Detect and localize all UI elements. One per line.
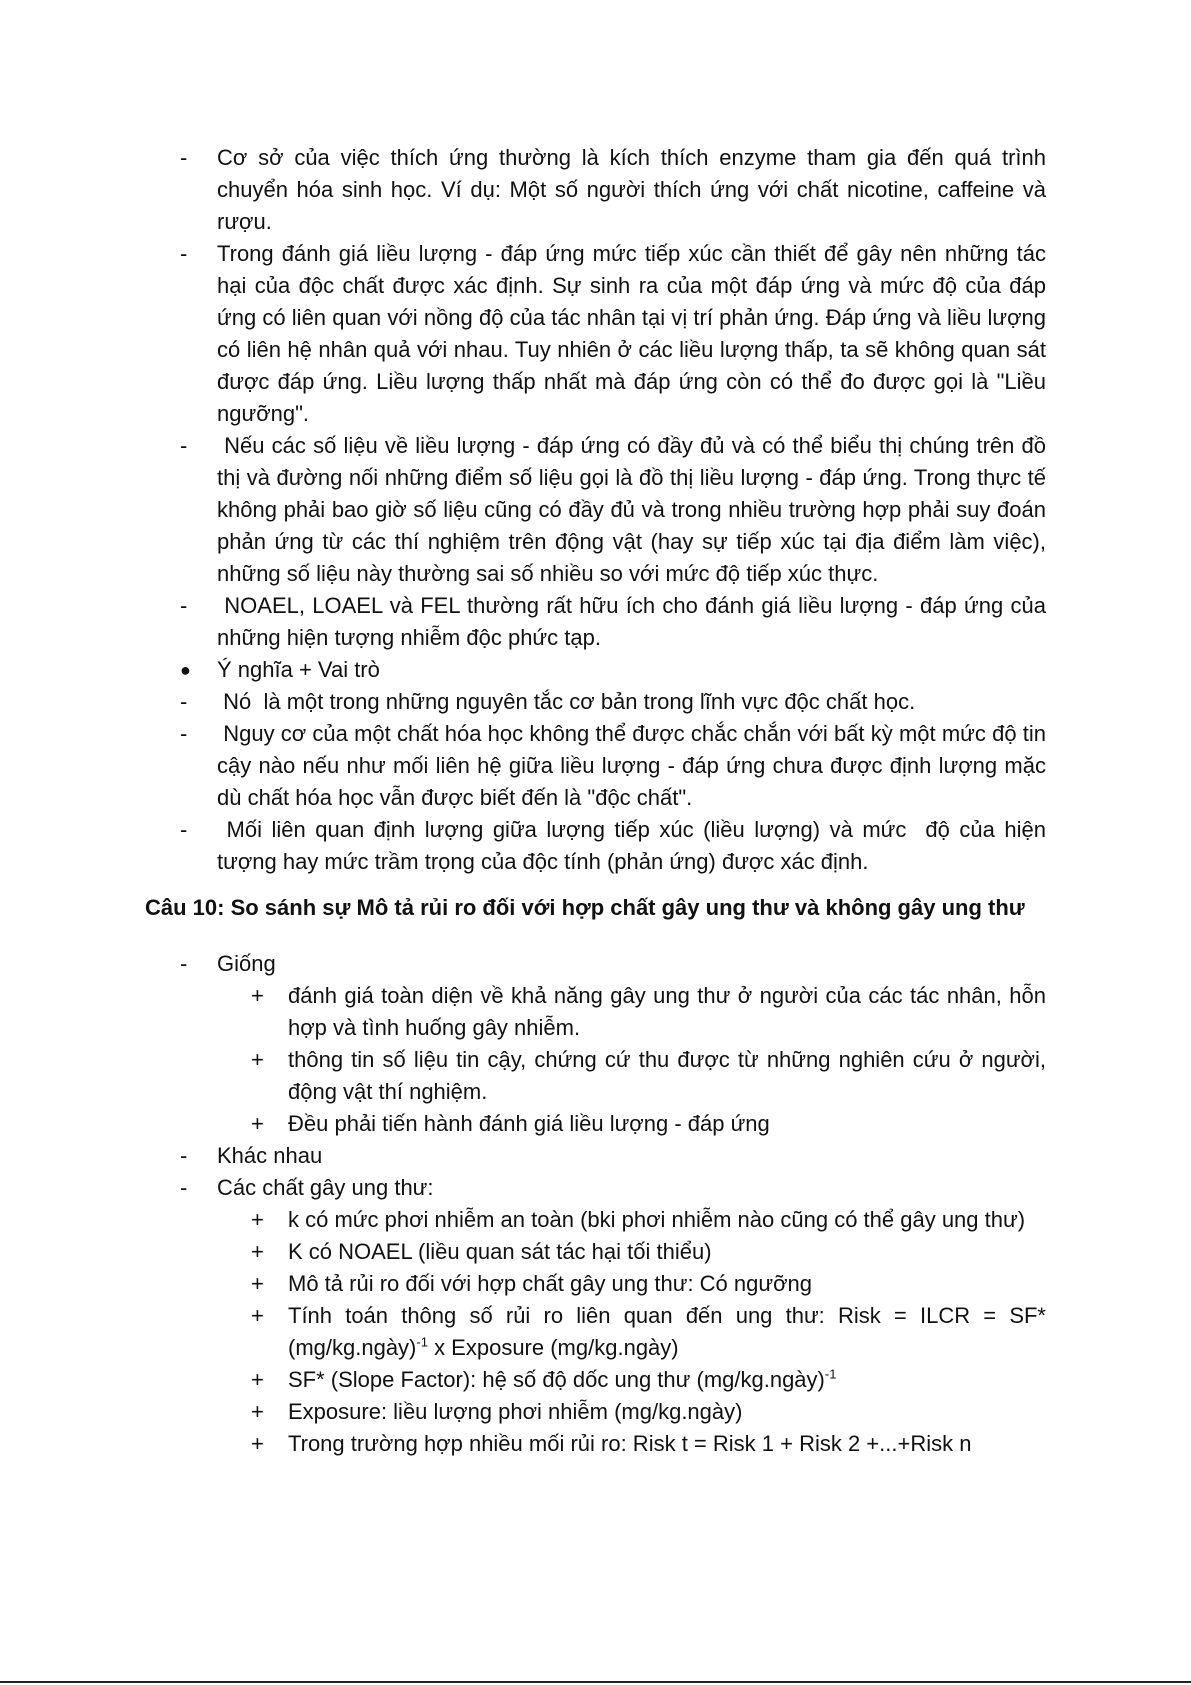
sub-list-item-text: Trong trường hợp nhiều mối rủi ro: Risk t = Risk 1 + Risk 2 +...+Risk n	[288, 1431, 972, 1456]
list-item	[0, 590, 1191, 654]
formula-after: x Exposure (mg/kg.ngày)	[427, 1335, 679, 1360]
dash-marker: -	[180, 145, 188, 170]
sub-list-item	[0, 1268, 1191, 1300]
slope-text	[288, 1364, 1046, 1396]
list-item-different	[0, 1140, 1191, 1172]
sub-list-item	[0, 980, 1191, 1044]
formula-before: Tính toán thông số rủi ro liên quan đến ung thư: Risk = ILCR = SF* (mg/kg.ngày)	[288, 1303, 1046, 1360]
sub-list-item-text: Mô tả rủi ro đối với hợp chất gây ung thư: Có ngưỡng	[288, 1271, 813, 1296]
sub-list-item	[0, 1044, 1191, 1108]
sub-list-item-text: thông tin số liệu tin cậy, chứng cứ thu được từ những nghiên cứu ở người, động vật thí nghiệm.	[288, 1047, 1046, 1104]
list-item	[0, 686, 1191, 718]
plus-marker: +	[251, 983, 264, 1008]
dash-marker: -	[180, 689, 188, 714]
list-item	[0, 142, 1191, 238]
plus-marker: +	[251, 1239, 264, 1264]
slope-before: SF* (Slope Factor): hệ số độ dốc ung thư (mg/kg.ngày)	[288, 1367, 825, 1392]
sub-list-item-text: k có mức phơi nhiễm an toàn (bki phơi nhiễm nào cũng có thể gây ung thư)	[288, 1207, 1026, 1232]
dash-marker: -	[180, 721, 188, 746]
sub-list-item-slope	[0, 1364, 1191, 1396]
sub-list-item-formula	[0, 1300, 1191, 1364]
list-item	[0, 718, 1191, 814]
plus-marker: +	[251, 1271, 264, 1296]
page-content	[0, 142, 1191, 1460]
list-item-text: Nếu các số liệu về liều lượng - đáp ứng có đầy đủ và có thể biểu thị chúng trên đồ thị và đường nối những điểm số liệu gọi là đồ thị liều lượng - đáp ứng. Trong thực tế không phải bao giờ số liệu cũng có đầy đủ và trong nhiều trường hợp phải suy đoán phản ứng từ các thí nghiệm trên động vật (hay sự tiếp xúc tại địa điểm làm việc), những số liệu này thường sai số nhiều so với mức độ tiếp xúc thực.	[217, 433, 1053, 586]
list-item-text: Mối liên quan định lượng giữa lượng tiếp xúc (liều lượng) và mức độ của hiện tượng hay mức trầm trọng của độc tính (phản ứng) được xác định.	[217, 817, 1053, 874]
list-item-text: Nó là một trong những nguyên tắc cơ bản trong lĩnh vực độc chất học.	[217, 689, 916, 714]
plus-marker: +	[251, 1047, 264, 1072]
plus-marker: +	[251, 1367, 264, 1392]
bullet-item-text: Ý nghĩa + Vai trò	[217, 657, 380, 682]
dash-marker: -	[180, 1175, 188, 1200]
list-item	[0, 430, 1191, 590]
list-item	[0, 238, 1191, 430]
dash-marker: -	[180, 951, 188, 976]
formula-exponent: -1	[416, 1334, 428, 1350]
list-item-text: NOAEL, LOAEL và FEL thường rất hữu ích cho đánh giá liều lượng - đáp ứng của những hiện tượng nhiễm độc phức tạp.	[217, 593, 1053, 650]
list-item-similar	[0, 948, 1191, 980]
list-item-text: Cơ sở của việc thích ứng thường là kích thích enzyme tham gia đến quá trình chuyển hóa sinh học. Ví dụ: Một số người thích ứng với chất nicotine, caffeine và rượu.	[217, 145, 1046, 234]
bullet-icon: ●	[180, 660, 191, 680]
plus-marker: +	[251, 1303, 264, 1328]
dash-marker: -	[180, 817, 188, 842]
bullet-item	[0, 654, 1191, 686]
sub-list-item	[0, 1204, 1191, 1236]
dash-marker: -	[180, 241, 188, 266]
page-bottom-rule	[0, 1681, 1191, 1683]
sub-list-item-text: K có NOAEL (liều quan sát tác hại tối thiểu)	[288, 1239, 712, 1264]
sub-list-item	[0, 1396, 1191, 1428]
section-heading: Câu 10: So sánh sự Mô tả rủi ro đối với hợp chất gây ung thư và không gây ung thư	[145, 895, 1025, 920]
sub-list-item-text: Đều phải tiến hành đánh giá liều lượng - đáp ứng	[288, 1111, 770, 1136]
sub-list-item	[0, 1428, 1191, 1460]
plus-marker: +	[251, 1399, 264, 1424]
dash-marker: -	[180, 1143, 188, 1168]
sub-list-item	[0, 1236, 1191, 1268]
list-item-text: Nguy cơ của một chất hóa học không thể được chắc chắn với bất kỳ một mức độ tin cậy nào nếu như mối liên hệ giữa liều lượng - đáp ứng chưa được định lượng mặc dù chất hóa học vẫn được biết đến là "độc chất".	[217, 721, 1053, 810]
formula-text	[288, 1300, 1046, 1364]
list-item-text: Giống	[217, 951, 276, 976]
plus-marker: +	[251, 1431, 264, 1456]
dash-marker: -	[180, 593, 188, 618]
plus-marker: +	[251, 1207, 264, 1232]
list-item-text: Trong đánh giá liều lượng - đáp ứng mức tiếp xúc cần thiết để gây nên những tác hại của độc chất được xác định. Sự sinh ra của một đáp ứng và mức độ của đáp ứng có liên quan với nồng độ của tác nhân tại vị trí phản ứng. Đáp ứng và liều lượng có liên hệ nhân quả với nhau. Tuy nhiên ở các liều lượng thấp, ta sẽ không quan sát được đáp ứng. Liều lượng thấp nhất mà đáp ứng còn có thể đo được gọi là "Liều ngưỡng".	[217, 241, 1046, 426]
dash-marker: -	[180, 433, 188, 458]
list-item-text: Các chất gây ung thư:	[217, 1175, 434, 1200]
sub-list-item-text: Exposure: liều lượng phơi nhiễm (mg/kg.ngày)	[288, 1399, 743, 1424]
sub-list-item	[0, 1108, 1191, 1140]
plus-marker: +	[251, 1111, 264, 1136]
list-item-text: Khác nhau	[217, 1143, 323, 1168]
list-item	[0, 814, 1191, 878]
list-item-carcinogens	[0, 1172, 1191, 1204]
sub-list-item-text: đánh giá toàn diện về khả năng gây ung thư ở người của các tác nhân, hỗn hợp và tình huống gây nhiễm.	[288, 983, 1046, 1040]
slope-exponent: -1	[824, 1366, 837, 1382]
